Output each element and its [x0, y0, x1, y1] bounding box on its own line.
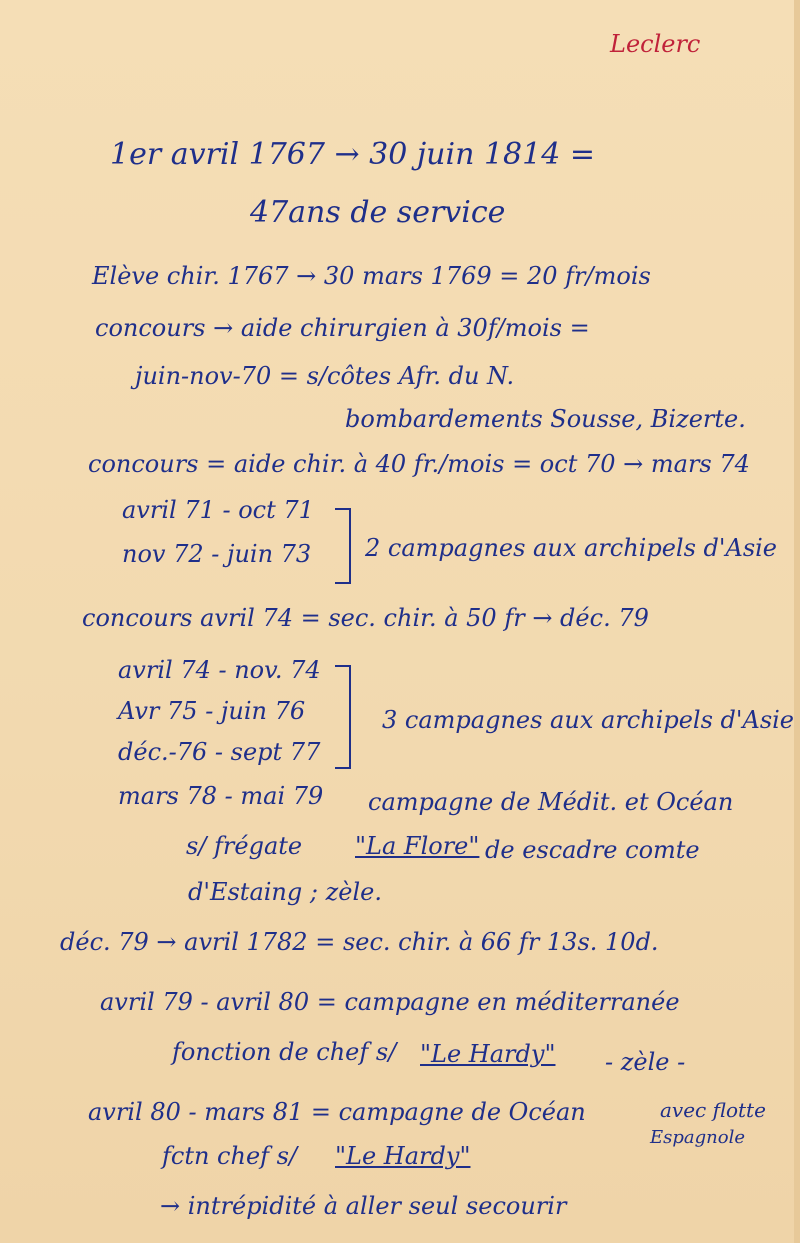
note-line: → intrépidité à aller seul secourir [160, 1192, 567, 1220]
margin-annotation: Leclerc [610, 30, 701, 58]
note-line: Espagnole [650, 1127, 745, 1148]
header-dates: 1er avril 1767 → 30 juin 1814 = [110, 137, 595, 172]
note-line: 3 campagnes aux archipels d'Asie [382, 706, 795, 734]
note-line: avril 74 - nov. 74 [118, 656, 321, 684]
ship-name: "Le Hardy" [420, 1040, 556, 1068]
note-line: avril 79 - avril 80 = campagne en méditerranée [100, 988, 680, 1016]
note-line: nov 72 - juin 73 [122, 540, 312, 568]
note-line: de escadre comte [485, 836, 700, 864]
note-line: bombardements Sousse, Bizerte. [345, 405, 746, 433]
note-line: concours → aide chirurgien à 30f/mois = [95, 314, 590, 342]
note-line: avril 71 - oct 71 [122, 496, 314, 524]
note-line: campagne de Médit. et Océan [368, 788, 734, 816]
paper-edge [794, 0, 800, 1243]
note-line: mars 78 - mai 79 [118, 782, 324, 810]
header-service: 47ans de service [250, 195, 506, 230]
note-line: d'Estaing ; zèle. [188, 878, 382, 906]
note-line: Elève chir. 1767 → 30 mars 1769 = 20 fr/mois [92, 262, 651, 290]
note-line: concours = aide chir. à 40 fr./mois = oct 70 → mars 74 [88, 450, 750, 478]
note-line: - zèle - [605, 1048, 686, 1076]
note-line: Avr 75 - juin 76 [118, 697, 306, 725]
bracket [335, 665, 351, 769]
note-line: déc. 79 → avril 1782 = sec. chir. à 66 fr 13s. 10d. [60, 928, 659, 956]
bracket [335, 508, 351, 584]
ship-name: "La Flore" [355, 832, 480, 860]
note-line: avec flotte [660, 1098, 766, 1122]
note-line: juin-nov-70 = s/côtes Afr. du N. [135, 362, 515, 390]
note-line: déc.-76 - sept 77 [118, 738, 321, 766]
note-line: 2 campagnes aux archipels d'Asie [365, 534, 778, 562]
note-line: avril 80 - mars 81 = campagne de Océan [88, 1098, 586, 1126]
ship-name: "Le Hardy" [335, 1142, 471, 1170]
note-line: concours avril 74 = sec. chir. à 50 fr → déc. 79 [82, 604, 649, 632]
note-line: fonction de chef s/ [172, 1038, 397, 1066]
note-line: s/ frégate [186, 832, 303, 860]
note-line: fctn chef s/ [162, 1142, 298, 1170]
